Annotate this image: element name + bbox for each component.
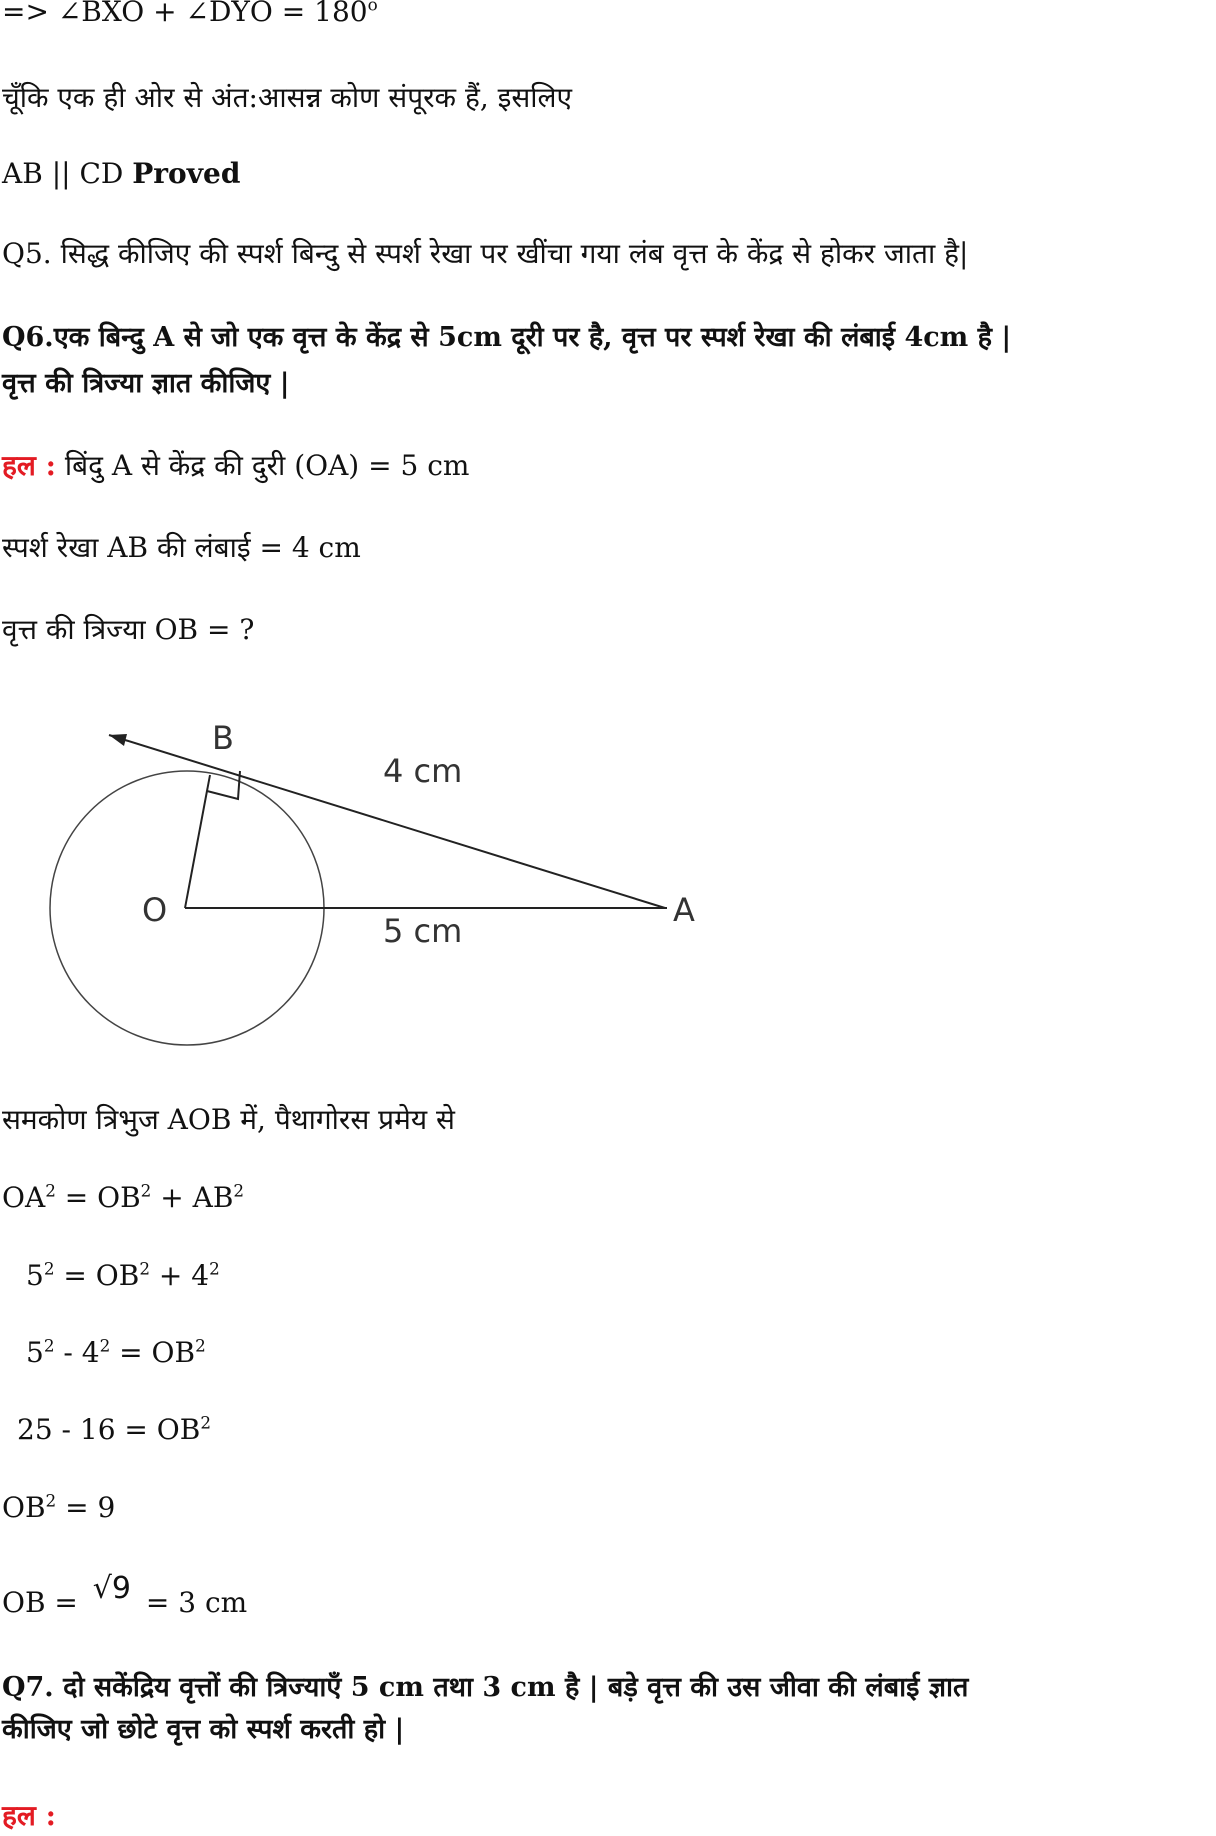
solution-line-q7 [2, 1798, 56, 1834]
eq2-part: = OB [54, 1259, 140, 1292]
question-7-line-1: Q7. दो सकेंद्रिय वृत्तों की त्रिज्याएँ 5 cm तथा 3 cm है | बड़े वृत्त की उस जीवा की लंबाई ज्ञात [2, 1672, 969, 1703]
conclusion-line [2, 156, 240, 192]
equation-4 [17, 1412, 211, 1448]
co-interior-statement: चूँकि एक ही ओर से अंत:आसन्न कोण संपूरक हैं, इसलिए [2, 81, 573, 114]
label-A: A [673, 891, 695, 929]
tangent-diagram [30, 715, 710, 1055]
eq5-part: = 9 [56, 1491, 116, 1524]
degree-mark: o [367, 0, 378, 15]
eq6-part: OB = [2, 1586, 87, 1619]
eq1-part: = OB [55, 1181, 141, 1214]
eq1-exp: 2 [45, 1180, 56, 1201]
pythagoras-statement: समकोण त्रिभुज AOB में, पैथागोरस प्रमेय से [2, 1103, 455, 1136]
eq4-exp: 2 [200, 1412, 211, 1433]
eq2-exp: 2 [139, 1258, 150, 1279]
solution-line-1 [2, 448, 469, 484]
eq3-exp: 2 [99, 1335, 111, 1356]
eq5-exp: 2 [45, 1490, 57, 1511]
angle-sum-line [2, 0, 378, 30]
tangent-length-given: स्पर्श रेखा AB की लंबाई = 4 cm [2, 531, 361, 564]
eq2-part: + 4 [150, 1259, 210, 1292]
arrow-head [109, 734, 127, 746]
angle-sum-text: => ∠BXO + ∠DYO = 180 [2, 0, 368, 28]
eq3-exp: 2 [195, 1335, 206, 1356]
eq4-part: 25 - 16 = OB [17, 1413, 201, 1446]
parallel-text: AB || CD [2, 157, 124, 190]
eq3-exp: 2 [43, 1335, 55, 1356]
eq1-part: + AB [151, 1181, 234, 1214]
solution-label: हल : [2, 449, 56, 482]
question-5: Q5. सिद्ध कीजिए की स्पर्श बिन्दु से स्पर्श रेखा पर खींचा गया लंब वृत्त के केंद्र से होकर जाता है| [2, 237, 969, 270]
radius-OB [185, 775, 210, 908]
equation-2 [26, 1258, 220, 1294]
eq2-exp: 2 [209, 1258, 220, 1279]
equation-1 [2, 1180, 244, 1216]
eq6-result: = 3 cm [137, 1586, 248, 1619]
equation-5 [2, 1490, 115, 1526]
distance-given: बिंदु A से केंद्र की दुरी (OA) = 5 cm [64, 449, 470, 482]
question-7-line-2: कीजिए जो छोटे वृत्त को स्पर्श करती हो | [2, 1714, 405, 1745]
label-O: O [142, 891, 168, 929]
label-AB-length: 4 cm [383, 752, 463, 790]
eq2-exp: 2 [43, 1258, 55, 1279]
eq1-exp: 2 [140, 1180, 152, 1201]
eq1-part: OA [2, 1181, 46, 1214]
proved-text: Proved [132, 157, 241, 190]
eq5-part: OB [2, 1491, 46, 1524]
eq1-exp: 2 [233, 1180, 245, 1201]
question-6-line-1: Q6.एक बिन्दु A से जो एक वृत्त के केंद्र से 5cm दूरी पर है, वृत्त पर स्पर्श रेखा की लंबाई 4cm है | [2, 322, 1012, 353]
label-B: B [212, 719, 234, 757]
equation-3 [26, 1335, 206, 1371]
eq2-part: 5 [26, 1259, 44, 1292]
radius-to-find: वृत्त की त्रिज्या OB = ? [2, 613, 255, 646]
eq3-part: 5 [26, 1336, 44, 1369]
eq3-part: - 4 [54, 1336, 100, 1369]
equation-6 [2, 1571, 248, 1621]
label-OA-length: 5 cm [383, 912, 463, 950]
question-6-line-2: वृत्त की त्रिज्या ज्ञात कीजिए | [2, 368, 290, 399]
square-root-9: √9 [92, 1571, 131, 1606]
solution-label-q7: हल : [2, 1799, 56, 1832]
eq3-part: = OB [110, 1336, 196, 1369]
